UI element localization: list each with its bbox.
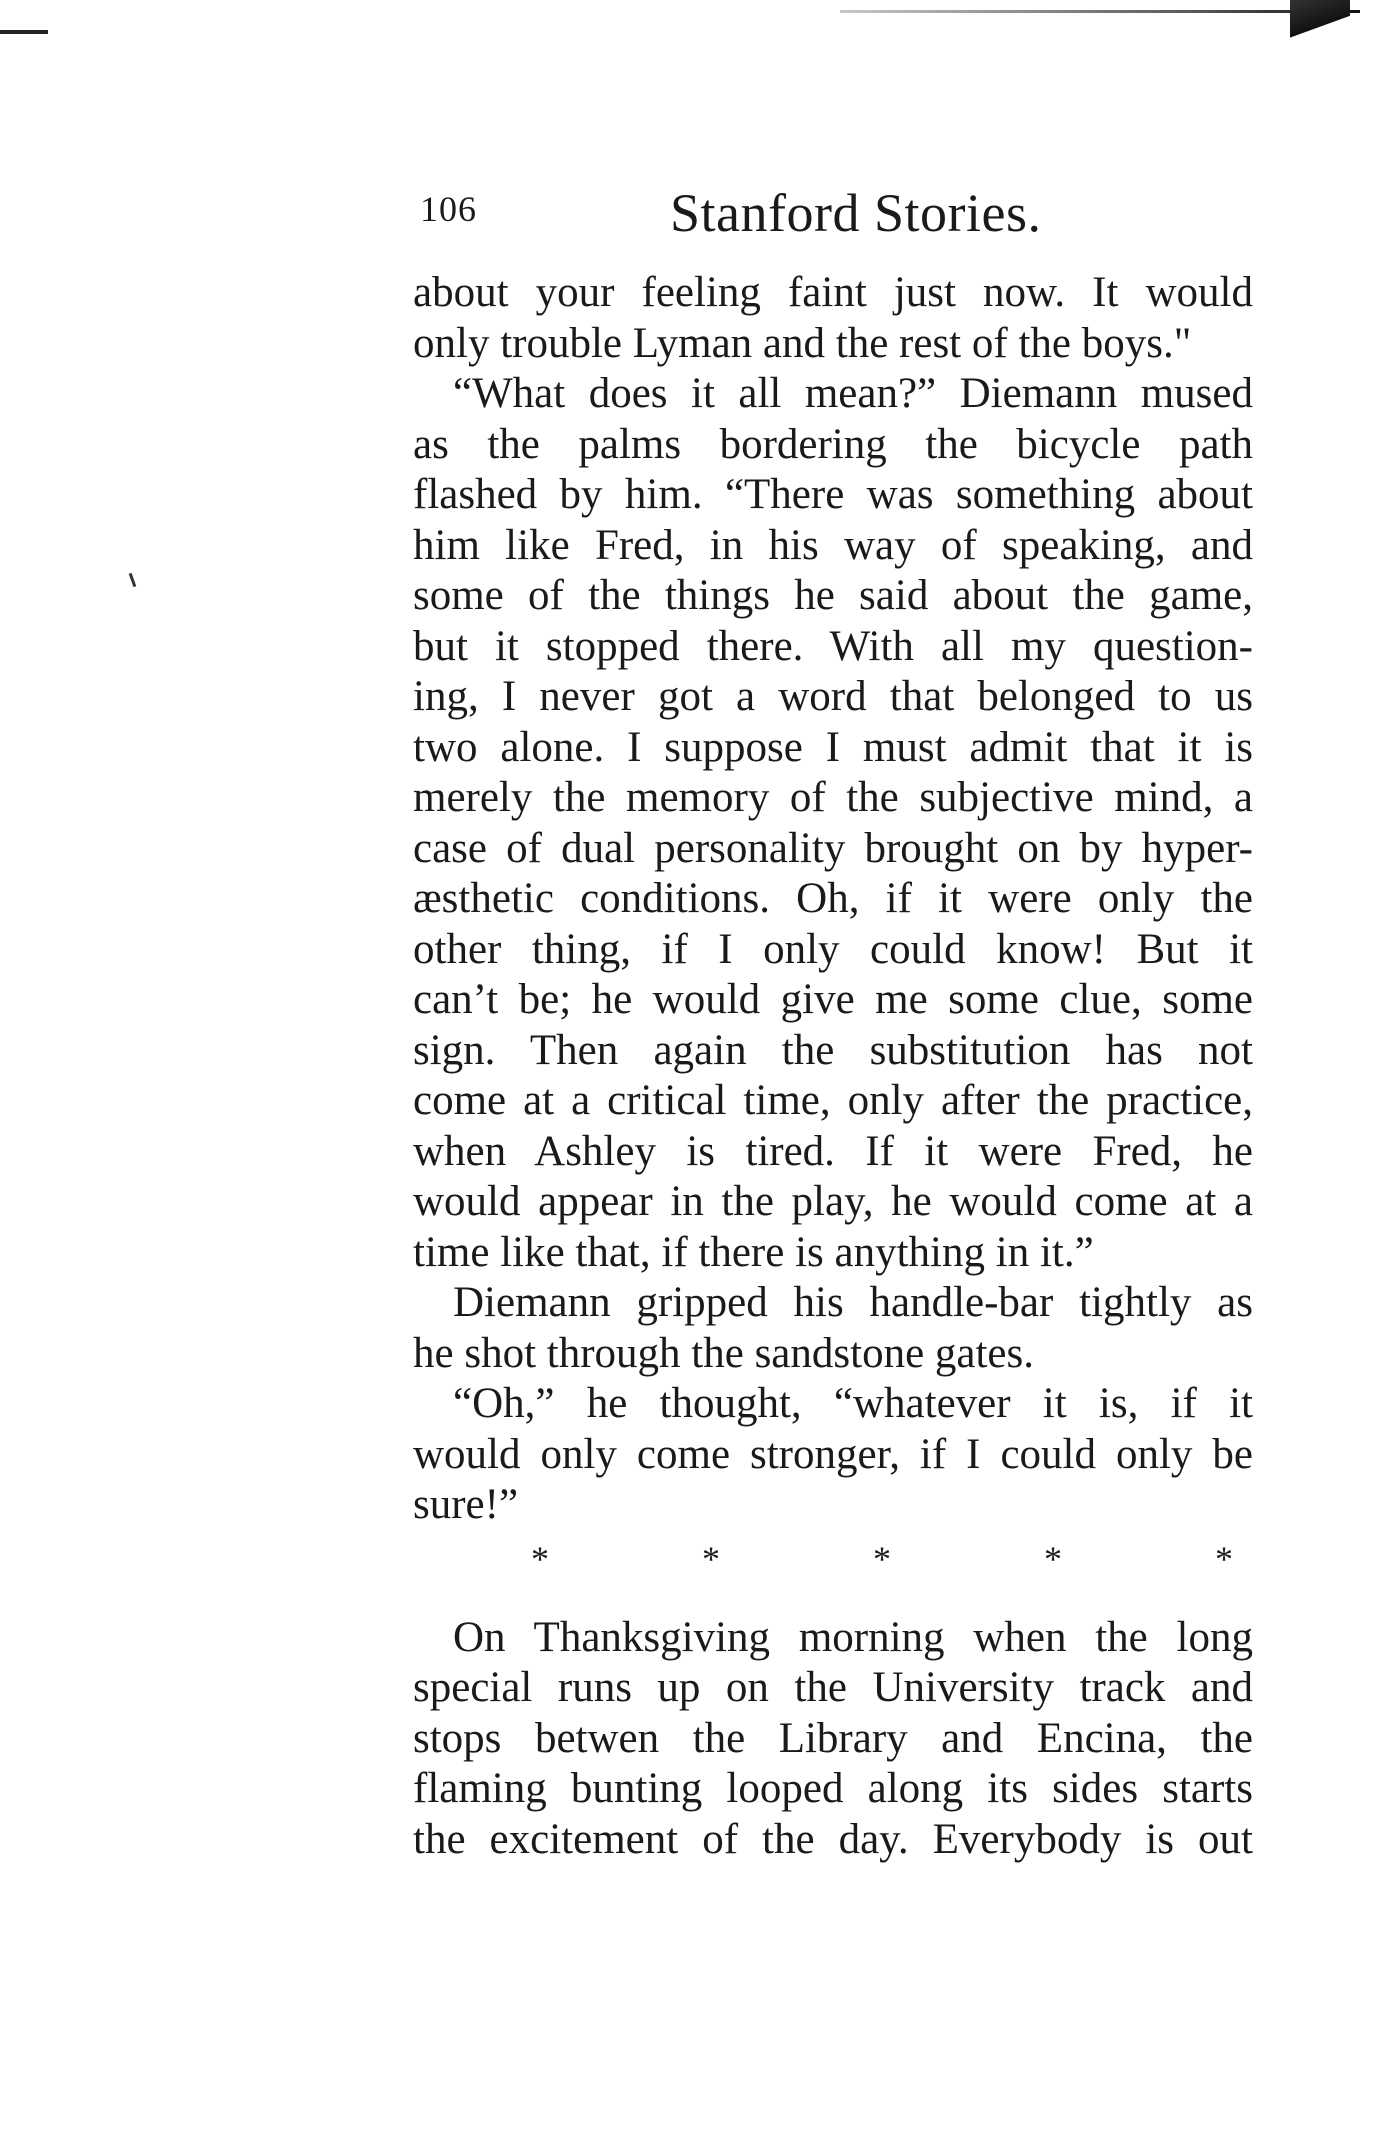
text-line: ing, I never got a word that belonged to us	[413, 673, 1253, 720]
text-line: would appear in the play, he would come at a	[413, 1178, 1253, 1225]
stray-ink-mark	[129, 573, 137, 587]
text-line: would only come stronger, if I could only be	[413, 1430, 1253, 1478]
text-line: æsthetic conditions. Oh, if it were only the	[413, 875, 1253, 922]
text-line: stops betwen the Library and Encina, the	[413, 1714, 1253, 1762]
text-line: Diemann gripped his handle-bar tightly as	[453, 1279, 1253, 1326]
text-line: when Ashley is tired. If it were Fred, he	[413, 1127, 1253, 1175]
text-line: some of the things he said about the game,	[413, 572, 1253, 619]
asterisk: *	[531, 1538, 549, 1579]
scan-corner-shadow	[1290, 0, 1350, 46]
body-text	[413, 268, 1253, 1865]
text-line: sign. Then again the substitution has not	[413, 1026, 1253, 1074]
text-line: On Thanksgiving morning when the long	[453, 1613, 1253, 1661]
page-number: 106	[420, 189, 477, 229]
text-line: only trouble Lyman and the rest of the boys."	[413, 319, 1192, 367]
text-line: about your feeling faint just now. It would	[413, 269, 1253, 316]
text-line: flaming bunting looped along its sides starts	[413, 1765, 1253, 1812]
text-line: he shot through the sandstone gates.	[413, 1329, 1035, 1377]
text-line: him like Fred, in his way of speaking, and	[413, 521, 1253, 569]
text-line: sure!”	[413, 1481, 519, 1528]
text-line: come at a critical time, only after the practice,	[413, 1077, 1253, 1124]
text-line: case of dual personality brought on by hyper-	[413, 824, 1253, 872]
text-line: special runs up on the University track and	[413, 1664, 1253, 1711]
text-line: merely the memory of the subjective mind, a	[413, 774, 1253, 821]
text-line: flashed by him. “There was something about	[413, 471, 1253, 518]
section-break	[413, 1531, 1253, 1587]
section-gap	[413, 1587, 1253, 1613]
text-line: can’t be; he would give me some clue, some	[413, 976, 1253, 1023]
text-line: but it stopped there. With all my question-	[413, 622, 1253, 670]
scan-edge-mark	[0, 30, 48, 34]
text-line: “Oh,” he thought, “whatever it is, if it	[453, 1380, 1253, 1427]
asterisk: *	[1044, 1538, 1062, 1579]
asterisk: *	[1215, 1538, 1233, 1579]
text-line: time like that, if there is anything in it.”	[413, 1228, 1094, 1276]
running-title: Stanford Stories.	[670, 183, 1042, 243]
text-line: as the palms bordering the bicycle path	[413, 420, 1253, 468]
asterisk: *	[702, 1538, 720, 1579]
text-line: other thing, if I only could know! But it	[413, 925, 1253, 973]
text-line: “What does it all mean?” Diemann mused	[453, 370, 1253, 417]
running-head	[420, 182, 1260, 252]
text-line: two alone. I suppose I must admit that it is	[413, 723, 1253, 771]
asterisk: *	[873, 1538, 891, 1579]
scan-top-rule	[840, 10, 1360, 13]
text-line: the excitement of the day. Everybody is out	[413, 1815, 1253, 1863]
